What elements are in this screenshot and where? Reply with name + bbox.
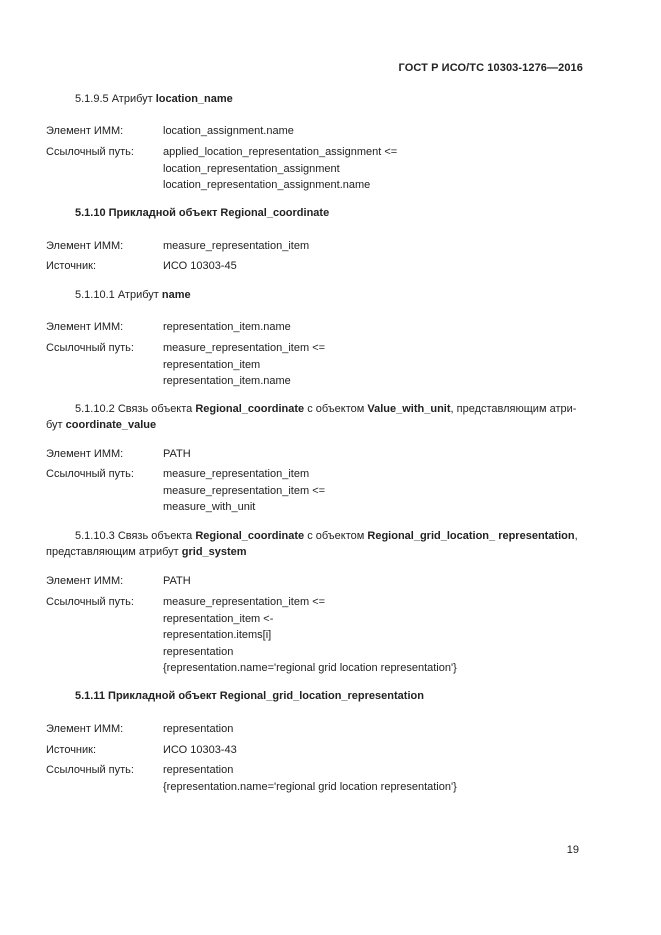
path-line: representation: [163, 645, 234, 658]
attribute-name: location_name: [155, 93, 233, 105]
section-heading-5-1-9-5: [46, 91, 586, 107]
section-heading-5-1-11: 5.1.11 Прикладной объект Regional_grid_location_representation: [75, 690, 424, 702]
path-line: representation: [163, 764, 234, 776]
source-value: ИСО 10303-45: [163, 260, 237, 272]
reference-path-label: Ссылочный путь:: [46, 764, 134, 776]
element-value: PATH: [163, 575, 191, 587]
heading-text: 5.1.10.1 Атрибут: [75, 289, 162, 301]
path-line: measure_with_unit: [163, 501, 256, 513]
attribute-name: coordinate_value: [65, 419, 157, 431]
path-line: location_representation_assignment: [163, 162, 340, 175]
path-line: representation_item <-: [163, 612, 274, 625]
object-name: Regional_grid_location_ representation: [367, 530, 575, 542]
element-value: representation_item.name: [163, 321, 291, 333]
element-label: Элемент ИММ:: [46, 240, 124, 252]
reference-path-label: Ссылочный путь:: [46, 146, 134, 158]
element-value: PATH: [163, 448, 191, 460]
reference-path-label: Ссылочный путь:: [46, 342, 134, 354]
section-heading-5-1-10-2: [46, 401, 586, 433]
reference-path-value: [163, 594, 457, 677]
path-line: measure_representation_item: [163, 468, 310, 480]
heading-text: 5.1.10.2 Связь объекта: [75, 403, 196, 415]
object-name: Regional_coordinate: [195, 403, 305, 415]
heading-text: 5.1.10.3 Связь объекта: [75, 530, 196, 542]
element-value: location_assignment.name: [163, 125, 294, 137]
path-line: representation.items[i]: [163, 629, 272, 641]
section-heading-5-1-10-3: [46, 528, 586, 560]
path-line: representation_item: [163, 358, 261, 371]
heading-text: с объектом: [304, 403, 368, 415]
reference-path-value: [163, 340, 325, 390]
element-label: Элемент ИММ:: [46, 448, 124, 460]
element-value: representation: [163, 723, 234, 735]
reference-path-label: Ссылочный путь:: [46, 596, 134, 608]
reference-path-value: [163, 762, 457, 795]
reference-path-value: [163, 466, 325, 516]
heading-text: с объектом: [304, 530, 368, 542]
element-label: Элемент ИММ:: [46, 125, 124, 137]
path-line: measure_representation_item <=: [163, 342, 326, 354]
page-number: 19: [566, 844, 579, 856]
reference-path-value: [163, 144, 397, 194]
path-line: representation_item.name: [163, 375, 291, 387]
attribute-name: name: [161, 289, 191, 301]
path-line: measure_representation_item <=: [163, 484, 326, 497]
path-line: measure_representation_item <=: [163, 596, 326, 608]
path-line: applied_location_representation_assignment <=: [163, 146, 398, 158]
path-line: {representation.name='regional grid location representation'}: [163, 780, 457, 793]
element-value: measure_representation_item: [163, 240, 310, 252]
attribute-name: grid_system: [181, 546, 247, 558]
element-label: Элемент ИММ:: [46, 575, 124, 587]
reference-path-label: Ссылочный путь:: [46, 468, 134, 480]
document-header: ГОСТ Р ИСО/ТС 10303-1276—2016: [398, 62, 583, 74]
heading-text: , представляющим атри-бут: [46, 403, 577, 431]
element-label: Элемент ИММ:: [46, 321, 124, 333]
heading-text: 5.1.9.5 Атрибут: [75, 93, 156, 105]
heading-text: , представляющим атрибут: [46, 530, 578, 558]
source-label: Источник:: [46, 744, 97, 756]
section-heading-5-1-10-1: [46, 287, 586, 303]
object-name: Regional_coordinate: [195, 530, 305, 542]
source-label: Источник:: [46, 260, 97, 272]
section-heading-5-1-10: 5.1.10 Прикладной объект Regional_coordinate: [75, 207, 330, 219]
source-value: ИСО 10303-43: [163, 744, 237, 756]
element-label: Элемент ИММ:: [46, 723, 124, 735]
path-line: location_representation_assignment.name: [163, 179, 371, 191]
path-line: {representation.name='regional grid location representation'}: [163, 662, 457, 674]
object-name: Value_with_unit: [367, 403, 451, 415]
